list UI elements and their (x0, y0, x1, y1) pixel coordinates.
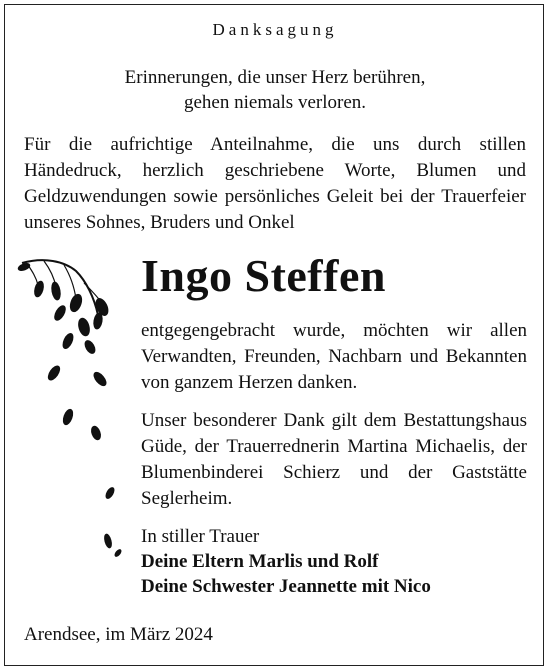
falling-leaves-branch-icon (14, 255, 139, 575)
deceased-name: Ingo Steffen (141, 250, 386, 301)
quote-line-1: Erinnerungen, die unser Herz berühren, (124, 67, 426, 88)
thanks-paragraph-1: Für die aufrichtige Anteilnahme, die uns durch stillen Händedruck, herzlich geschriebene Worte, Blumen und Geldzuwendungen sowie persönliches Geleit bei der Trauerfeier unseres Sohnes, Bruders und Onkel (24, 134, 526, 233)
memorial-quote (0, 65, 550, 115)
mourners-sister: Deine Schwester Jeannette mit Nico (141, 576, 431, 597)
mourning-intro: In stiller Trauer (141, 526, 260, 547)
notice-title: Danksagung (212, 20, 338, 39)
mourners-block (141, 524, 527, 599)
mourners-parents: Deine Eltern Marlis und Rolf (141, 551, 379, 572)
thanks-paragraph-3: Unser besonderer Dank gilt dem Bestattungshaus Güde, der Trauerrednerin Martina Michaelis, der Blumenbinderei Schierz und der Gaststätte Seglerheim. (141, 410, 527, 509)
thanks-paragraph-2: entgegengebracht wurde, möchten wir allen Verwandten, Freunden, Nachbarn und Bekannten von ganzem Herzen danken. (141, 320, 527, 393)
quote-line-2: gehen niemals verloren. (183, 92, 366, 113)
place-and-date: Arendsee, im März 2024 (24, 624, 213, 645)
